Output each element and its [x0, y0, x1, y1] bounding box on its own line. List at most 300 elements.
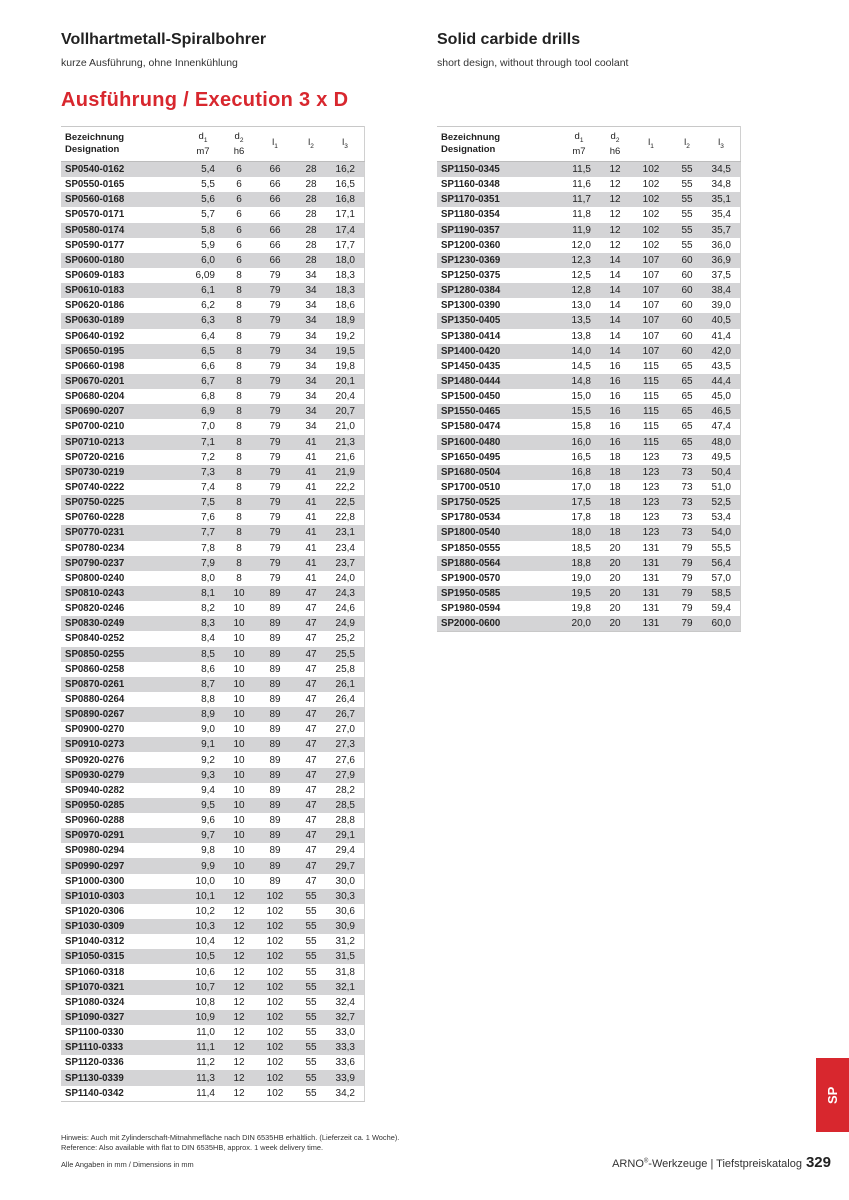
cell-designation: SP0560-0168	[61, 192, 183, 207]
cell-l3: 17,7	[335, 239, 355, 251]
cell-d1: 6,0	[183, 253, 223, 268]
cell-l2: 55	[305, 966, 317, 978]
header-l1: $l_1$	[255, 127, 295, 162]
cell-designation: SP0610-0183	[61, 283, 183, 298]
cell-d2: 12	[223, 889, 255, 904]
cell-d1: 19,5	[559, 586, 599, 601]
cell-l3: 21,9	[327, 465, 363, 480]
cell-d2: 10	[223, 737, 255, 752]
cell-d2: 8	[223, 313, 255, 328]
table-edge	[739, 586, 741, 601]
cell-d1: 6,5	[183, 344, 223, 359]
cell-d2: 8	[223, 525, 255, 540]
cell-designation: SP0840-0252	[65, 633, 125, 645]
cell-l2: 34	[305, 421, 317, 433]
cell-l3: 35,1	[703, 192, 739, 207]
cell-l1: 102	[266, 1057, 284, 1069]
table-row	[61, 571, 365, 586]
cell-designation: SP1380-0414	[441, 330, 501, 342]
cell-d2: 8	[236, 542, 242, 554]
cell-d2: 8	[236, 572, 242, 584]
cell-l3: 52,5	[703, 495, 739, 510]
cell-l3: 35,7	[703, 223, 739, 238]
table-edge	[739, 344, 741, 359]
cell-designation: SP0650-0195	[61, 344, 183, 359]
cell-d1: 6,7	[183, 374, 223, 389]
cell-l1: 123	[642, 451, 660, 463]
cell-d2: 10	[233, 724, 245, 736]
cell-d2: 10	[223, 616, 255, 631]
cell-d1: 10,7	[183, 980, 223, 995]
cell-d1: 13,5	[559, 313, 599, 328]
cell-d2: 8	[236, 482, 242, 494]
cell-l3: 24,0	[335, 572, 355, 584]
cell-l2: 47	[305, 845, 317, 857]
cell-designation: SP1110-0333	[61, 1040, 183, 1055]
cell-l2: 41	[295, 465, 327, 480]
catalog-name: -Werkzeuge | Tiefstpreiskatalog	[648, 1158, 802, 1170]
cell-l3: 30,6	[335, 905, 355, 917]
cell-d1: 9,8	[201, 845, 215, 857]
table-edge	[739, 283, 741, 298]
cell-designation: SP1700-0510	[441, 482, 501, 494]
cell-d2: 14	[609, 330, 621, 342]
cell-designation: SP1180-0354	[441, 209, 500, 221]
cell-l2: 55	[671, 223, 703, 238]
cell-d2: 8	[236, 512, 242, 524]
table-edge	[363, 192, 365, 207]
cell-l1: 102	[255, 919, 295, 934]
cell-d2: 12	[233, 1027, 245, 1039]
cell-designation: SP1070-0321	[61, 980, 183, 995]
cell-designation: SP0600-0180	[61, 253, 183, 268]
cell-d1: 10,6	[195, 966, 215, 978]
table-edge	[739, 465, 741, 480]
cell-l3: 21,6	[335, 451, 355, 463]
cell-l3: 36,9	[703, 253, 739, 268]
cell-l3: 23,1	[327, 525, 363, 540]
cell-l1: 107	[642, 330, 660, 342]
cell-l3: 30,0	[335, 875, 355, 887]
table-row	[61, 586, 365, 601]
cell-l3: 53,4	[711, 512, 731, 524]
cell-d1: 12,5	[571, 270, 591, 282]
table-row	[61, 556, 365, 571]
cell-designation: SP1280-0384	[437, 283, 559, 298]
cell-d1: 9,3	[183, 768, 223, 783]
cell-d2: 16	[609, 360, 621, 372]
table-edge	[739, 192, 741, 207]
cell-l1: 102	[266, 1027, 284, 1039]
table-edge	[739, 127, 741, 162]
cell-l1: 102	[255, 1010, 295, 1025]
table-row	[61, 1010, 365, 1025]
cell-l3: 32,7	[327, 1010, 363, 1025]
cell-l1: 79	[255, 374, 295, 389]
cell-l2: 34	[305, 300, 317, 312]
table-edge	[363, 298, 365, 313]
table-edge	[739, 329, 741, 344]
table-edge	[363, 752, 365, 767]
table-row	[61, 934, 365, 949]
table-row	[437, 298, 741, 313]
cell-l3: 34,8	[711, 179, 731, 191]
cell-d2: 8	[236, 360, 242, 372]
table-edge	[363, 1040, 365, 1055]
cell-d2: 12	[223, 1070, 255, 1085]
cell-l2: 65	[681, 360, 693, 372]
cell-designation: SP1050-0315	[61, 949, 183, 964]
cell-l1: 66	[255, 162, 295, 178]
footer-catalog	[612, 1154, 831, 1171]
cell-l1: 89	[269, 845, 281, 857]
cell-d1: 6,8	[201, 391, 215, 403]
cell-l2: 73	[671, 495, 703, 510]
cell-l2: 41	[295, 525, 327, 540]
cell-d1: 8,7	[183, 677, 223, 692]
cell-d2: 12	[233, 996, 245, 1008]
table-edge	[363, 1010, 365, 1025]
cell-d1: 6,9	[183, 404, 223, 419]
cell-d2: 8	[223, 435, 255, 450]
cell-l2: 47	[305, 875, 317, 887]
cell-l3: 16,2	[327, 162, 363, 178]
cell-l2: 34	[295, 283, 327, 298]
cell-l1: 102	[631, 162, 671, 178]
table-row	[61, 798, 365, 813]
cell-designation: SP0570-0171	[65, 209, 125, 221]
table-row	[61, 238, 365, 253]
cell-l2: 55	[295, 919, 327, 934]
header-designation	[61, 127, 183, 162]
table-row	[61, 949, 365, 964]
table-row	[437, 435, 741, 450]
cell-l2: 55	[295, 889, 327, 904]
cell-designation: SP1200-0360	[441, 239, 501, 251]
table-edge	[739, 162, 741, 178]
cell-d2: 8	[236, 451, 242, 463]
cell-l1: 89	[269, 754, 281, 766]
cell-designation: SP1120-0336	[65, 1057, 124, 1069]
cell-l3: 25,5	[327, 647, 363, 662]
table-row	[61, 419, 365, 434]
table-row	[61, 889, 365, 904]
cell-l1: 89	[255, 616, 295, 631]
cell-l2: 41	[305, 572, 317, 584]
table-edge	[363, 465, 365, 480]
cell-d1: 7,3	[183, 465, 223, 480]
table-row	[61, 677, 365, 692]
cell-l2: 28	[295, 162, 327, 178]
cell-l1: 115	[643, 421, 659, 433]
table-edge	[363, 949, 365, 964]
cell-l1: 89	[255, 768, 295, 783]
cell-d2: 16	[599, 435, 631, 450]
cell-designation: SP0660-0198	[65, 360, 125, 372]
table-row	[437, 495, 741, 510]
cell-l1: 89	[255, 828, 295, 843]
table-row	[61, 510, 365, 525]
cell-l3: 20,4	[335, 391, 355, 403]
cell-designation: SP0720-0216	[65, 451, 125, 463]
cell-designation: SP0640-0192	[65, 330, 125, 342]
subtitle-de: kurze Ausführung, ohne Innenkühlung	[61, 57, 238, 69]
cell-d2: 12	[223, 949, 255, 964]
cell-d2: 14	[599, 313, 631, 328]
table-edge	[739, 435, 741, 450]
cell-d1: 8,6	[201, 663, 215, 675]
cell-d2: 16	[599, 374, 631, 389]
page-number: 329	[805, 1154, 831, 1171]
table-body-right	[437, 162, 741, 632]
table-row	[61, 647, 365, 662]
cell-d1: 14,0	[559, 344, 599, 359]
cell-d2: 10	[233, 875, 245, 887]
cell-designation: SP1020-0306	[65, 905, 125, 917]
cell-d1: 13,8	[571, 330, 591, 342]
cell-designation: SP0790-0237	[61, 556, 183, 571]
cell-d1: 9,2	[201, 754, 215, 766]
cell-d2: 10	[233, 633, 245, 645]
cell-l3: 30,9	[327, 919, 363, 934]
cell-l1: 89	[269, 693, 281, 705]
cell-l3: 21,3	[327, 435, 363, 450]
cell-l3: 16,5	[335, 179, 355, 191]
cell-l1: 66	[269, 179, 281, 191]
table-edge	[739, 525, 741, 540]
cell-d2: 20	[599, 616, 631, 632]
table-edge	[739, 419, 741, 434]
cell-d2: 8	[236, 421, 242, 433]
cell-l1: 89	[269, 784, 281, 796]
cell-d1: 7,7	[183, 525, 223, 540]
cell-l2: 47	[295, 647, 327, 662]
table-row	[61, 722, 365, 737]
table-edge	[363, 1086, 365, 1102]
cell-l1: 79	[255, 525, 295, 540]
section-tab-label: SP	[825, 1086, 840, 1104]
table-row	[61, 662, 365, 677]
cell-designation: SP0910-0273	[61, 737, 183, 752]
table-row	[437, 374, 741, 389]
header-d1: $d_1$ m7	[559, 127, 599, 162]
cell-d2: 12	[233, 966, 245, 978]
cell-d1: 9,1	[183, 737, 223, 752]
cell-l1: 131	[631, 556, 671, 571]
cell-l3: 54,0	[703, 525, 739, 540]
table-edge	[739, 177, 741, 192]
cell-l1: 123	[631, 525, 671, 540]
table-row	[437, 207, 741, 222]
cell-d2: 6	[223, 253, 255, 268]
table-edge	[739, 268, 741, 283]
cell-l2: 41	[295, 556, 327, 571]
cell-l3: 40,5	[703, 313, 739, 328]
cell-d1: 6,3	[183, 313, 223, 328]
cell-designation: SP0890-0267	[61, 707, 183, 722]
cell-d2: 14	[609, 270, 621, 282]
cell-d2: 20	[609, 542, 621, 554]
cell-l2: 41	[305, 542, 317, 554]
cell-l1: 89	[255, 677, 295, 692]
cell-d2: 8	[223, 556, 255, 571]
cell-l3: 23,4	[335, 542, 355, 554]
cell-l3: 33,3	[327, 1040, 363, 1055]
cell-d1: 7,2	[201, 451, 215, 463]
table-row	[61, 177, 365, 192]
cell-l3: 18,6	[335, 300, 355, 312]
cell-designation: SP0590-0177	[65, 239, 125, 251]
cell-d1: 11,5	[559, 162, 599, 178]
table-row	[437, 601, 741, 616]
table-edge	[363, 722, 365, 737]
cell-d2: 18	[609, 482, 621, 494]
table-edge	[363, 1070, 365, 1085]
cell-designation: SP1980-0594	[441, 603, 501, 615]
cell-d2: 20	[599, 586, 631, 601]
table-edge	[739, 495, 741, 510]
table-edge	[363, 253, 365, 268]
cell-designation: SP0830-0249	[61, 616, 183, 631]
cell-d2: 20	[599, 556, 631, 571]
table-edge	[363, 662, 365, 677]
cell-d2: 8	[236, 270, 242, 282]
cell-l2: 79	[671, 556, 703, 571]
cell-d1: 6,4	[201, 330, 215, 342]
table-row	[437, 268, 741, 283]
cell-l1: 89	[269, 724, 281, 736]
cell-l3: 26,7	[327, 707, 363, 722]
cell-designation: SP1880-0564	[437, 556, 559, 571]
cell-l2: 34	[295, 344, 327, 359]
cell-l3: 45,0	[711, 391, 731, 403]
cell-l1: 131	[642, 572, 660, 584]
cell-l1: 115	[631, 404, 671, 419]
table-edge	[739, 571, 741, 586]
cell-l3: 22,8	[335, 512, 355, 524]
cell-l2: 73	[681, 482, 693, 494]
table-row	[61, 1070, 365, 1085]
cell-l2: 55	[681, 179, 693, 191]
table-edge	[739, 556, 741, 571]
cell-d1: 11,8	[572, 209, 591, 221]
table-row	[437, 556, 741, 571]
cell-designation: SP1190-0357	[437, 223, 559, 238]
cell-d1: 11,9	[559, 223, 599, 238]
cell-designation: SP0800-0240	[65, 572, 125, 584]
cell-d2: 16	[609, 421, 621, 433]
table-row	[437, 465, 741, 480]
cell-d1: 6,09	[195, 270, 215, 282]
table-row	[61, 964, 365, 979]
cell-designation: SP1480-0444	[437, 374, 559, 389]
cell-l1: 66	[255, 223, 295, 238]
table-row	[61, 207, 365, 222]
note-de: Hinweis: Auch mit Zylinderschaft-Mitnahmefläche nach DIN 6535HB erhältlich. (Lieferzeit ca. 1 Woche).	[61, 1133, 400, 1142]
table-row	[61, 707, 365, 722]
table-row	[437, 313, 741, 328]
table-edge	[363, 571, 365, 586]
cell-d2: 18	[599, 495, 631, 510]
cell-designation: SP0780-0234	[65, 542, 125, 554]
cell-l3: 22,5	[327, 495, 363, 510]
cell-l3: 29,1	[327, 828, 363, 843]
cell-l2: 79	[671, 616, 703, 632]
cell-d2: 14	[599, 344, 631, 359]
cell-l1: 102	[266, 936, 284, 948]
cell-d1: 5,9	[201, 239, 215, 251]
cell-d2: 10	[223, 798, 255, 813]
cell-l1: 79	[269, 482, 281, 494]
cell-l2: 65	[671, 435, 703, 450]
cell-d2: 8	[236, 391, 242, 403]
cell-l2: 28	[295, 253, 327, 268]
cell-l1: 107	[631, 283, 671, 298]
cell-d1: 15,0	[571, 391, 591, 403]
table-row	[61, 450, 365, 465]
cell-d1: 7,0	[201, 421, 215, 433]
cell-l1: 79	[269, 360, 281, 372]
cell-l2: 47	[295, 798, 327, 813]
table-row	[61, 359, 365, 374]
table-row	[437, 359, 741, 374]
cell-designation: SP1030-0309	[61, 919, 183, 934]
cell-d1: 18,0	[559, 525, 599, 540]
table-row	[61, 919, 365, 934]
table-edge	[739, 238, 741, 253]
cell-l1: 102	[266, 966, 284, 978]
table-edge	[363, 329, 365, 344]
cell-d2: 10	[233, 815, 245, 827]
cell-designation: SP1500-0450	[441, 391, 501, 403]
cell-l1: 102	[642, 179, 660, 191]
cell-d2: 12	[609, 209, 621, 221]
cell-d1: 6,6	[201, 360, 215, 372]
cell-l3: 34,2	[327, 1086, 363, 1102]
cell-d1: 16,5	[571, 451, 591, 463]
cell-l1: 115	[631, 435, 671, 450]
cell-designation: SP0810-0243	[61, 586, 183, 601]
cell-l3: 57,0	[711, 572, 731, 584]
title-de: Vollhartmetall-Spiralbohrer	[61, 31, 267, 48]
table-edge	[363, 162, 365, 178]
cell-l2: 47	[305, 663, 317, 675]
cell-l2: 41	[295, 435, 327, 450]
cell-l1: 131	[642, 542, 660, 554]
cell-d1: 7,9	[183, 556, 223, 571]
cell-d1: 10,1	[183, 889, 223, 904]
cell-d1: 10,3	[183, 919, 223, 934]
cell-l2: 34	[305, 330, 317, 342]
cell-l2: 79	[671, 586, 703, 601]
cell-l3: 19,2	[335, 330, 355, 342]
cell-designation: SP1250-0375	[441, 270, 501, 282]
cell-l1: 115	[643, 360, 659, 372]
cell-d1: 11,7	[559, 192, 599, 207]
cell-d1: 8,5	[183, 647, 223, 662]
cell-l1: 102	[642, 209, 660, 221]
header-desig-en: Designation	[65, 144, 120, 155]
table-edge	[363, 480, 365, 495]
cell-designation: SP1850-0555	[441, 542, 501, 554]
table-row	[61, 995, 365, 1010]
cell-designation: SP1780-0534	[441, 512, 501, 524]
cell-d2: 14	[599, 283, 631, 298]
table-row	[61, 374, 365, 389]
table-row	[61, 783, 365, 798]
cell-l1: 102	[255, 1086, 295, 1102]
cell-d1: 8,8	[201, 693, 215, 705]
